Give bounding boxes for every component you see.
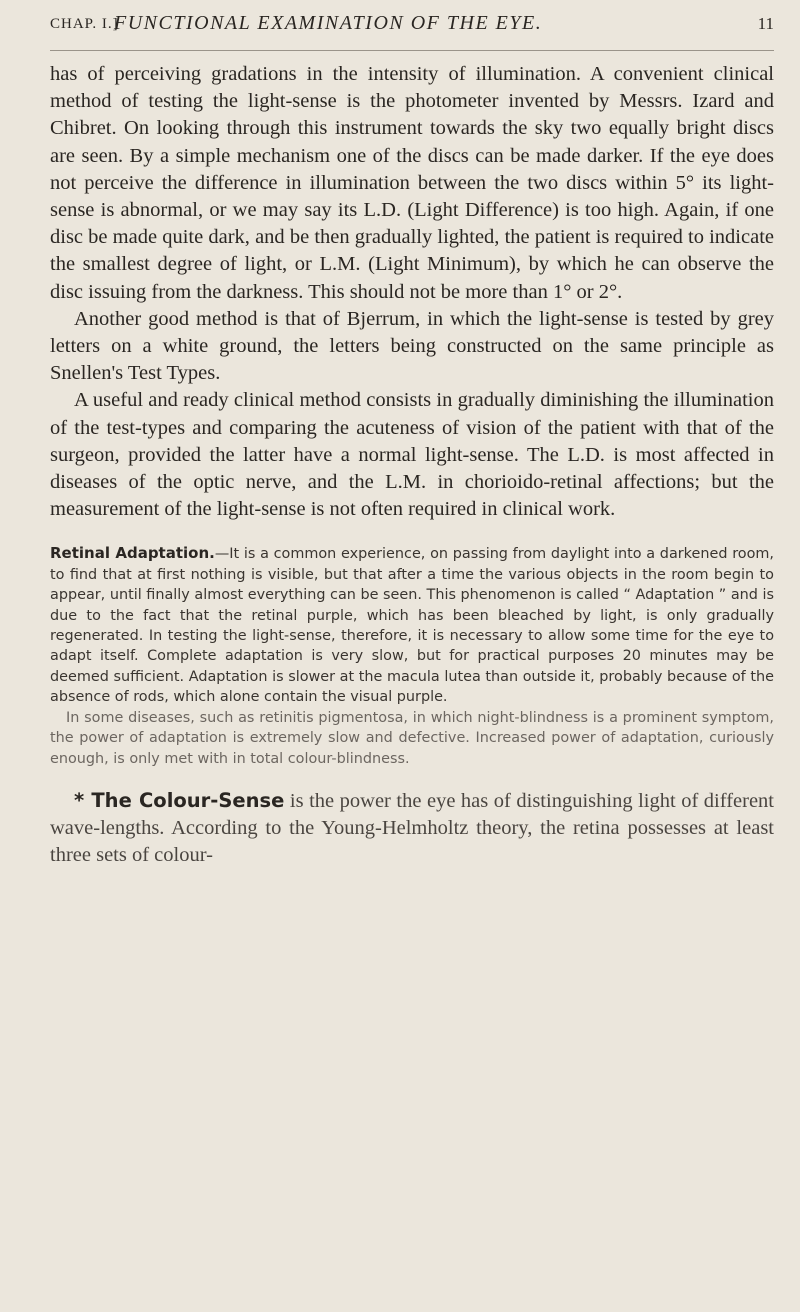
colour-sense-heading: * The Colour-Sense xyxy=(74,788,285,812)
retinal-adaptation-section xyxy=(50,543,774,768)
colour-sense-text: is the power the eye has of distinguishing light of different wave-lengths. According to the Young-Helmholtz theory, the retina possesses at least three sets of colour- xyxy=(50,789,774,867)
paragraph-photometer: has of perceiving gradations in the intensity of illumination. A convenient clinical method of testing the light-sense is the photometer invented by Messrs. Izard and Chibret. On looking through this instrument towards the sky two equally bright discs are seen. By a simple mechanism one of the discs can be made darker. If the eye does not perceive the difference in illumination between the two discs within 5° its light-sense is abnormal, or we may say its L.D. (Light Difference) is too high. Again, if one disc be made quite dark, and be then gradually lighted, the patient is required to indicate the smallest degree of light, or L.M. (Light Minimum), by which he can observe the disc issuing from the darkness. This should not be more than 1° or 2°. xyxy=(50,63,774,303)
running-title: FUNCTIONAL EXAMINATION OF THE EYE. xyxy=(114,12,543,34)
retinal-adaptation-heading: Retinal Adaptation. xyxy=(50,544,215,563)
chapter-label: CHAP. I.] xyxy=(50,16,119,32)
paragraph-bjerrum: Another good method is that of Bjerrum, in which the light-sense is tested by grey letters on a white ground, the letters being constructed on the same principle as Snellen's Test Types. xyxy=(50,307,774,385)
colour-sense-section xyxy=(50,787,774,870)
retinal-adaptation-paragraph xyxy=(50,543,774,707)
main-text xyxy=(50,61,774,523)
running-header xyxy=(50,10,774,51)
colour-sense-paragraph xyxy=(50,787,774,870)
page-number: 11 xyxy=(757,14,774,33)
retinal-adaptation-text: —It is a common experience, on passing from daylight into a darkened room, to find that at first nothing is visible, but that after a time the various objects in the room begin to appear, until finally almost everything can be seen. This phenomenon is called “ Adaptation ” and is due to the fact that the retinal purple, which has been bleached by light, is only gradually regenerated. In testing the light-sense, therefore, it is necessary to allow some time for the eye to adapt itself. Complete adaptation is very slow, but for practical purposes 20 minutes may be deemed sufficient. Adaptation is slower at the macula lutea than outside it, probably because of the absence of rods, which alone contain the visual purple. xyxy=(50,546,774,706)
retinal-adaptation-second-paragraph: In some diseases, such as retinitis pigmentosa, in which night-blindness is a prominent symptom, the power of adaptation is extremely slow and defective. Increased power of adaptation, curiously enough, is only met with in total colour-blindness. xyxy=(50,709,774,767)
paragraph-clinical-method: A useful and ready clinical method consists in gradually diminishing the illumination of the test-types and comparing the acuteness of vision of the patient with that of the surgeon, provided the latter have a normal light-sense. The L.D. is most affected in diseases of the optic nerve, and the L.M. in chorioido-retinal affections; but the measurement of the light-sense is not often required in clinical work. xyxy=(50,389,774,521)
